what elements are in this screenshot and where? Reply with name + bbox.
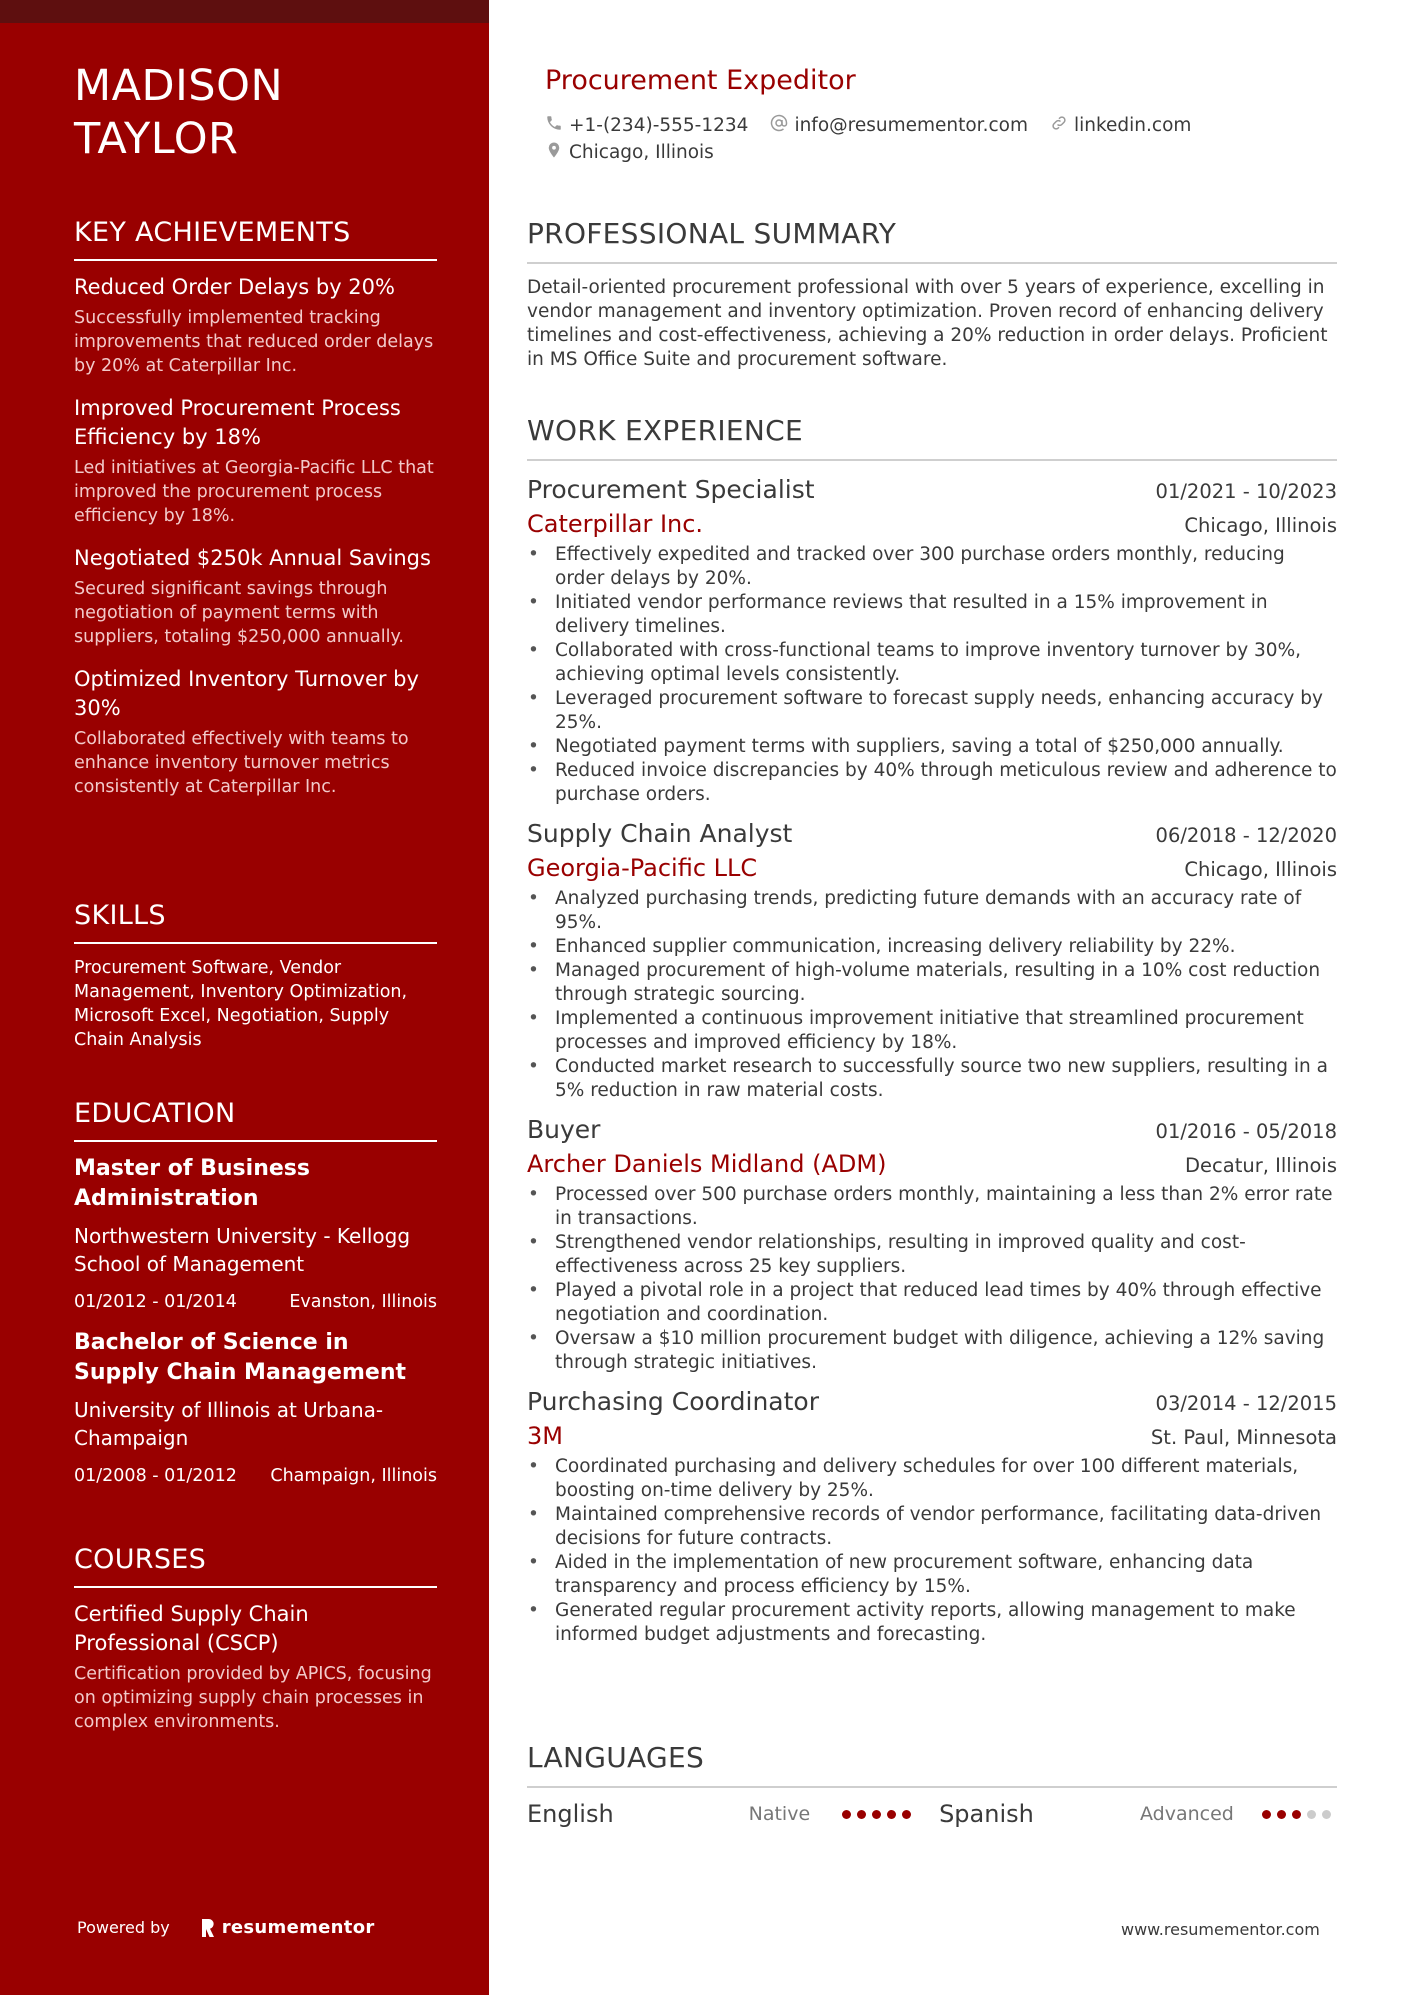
education-dates: 01/2012 - 01/2014 bbox=[74, 1292, 237, 1312]
link-icon bbox=[1050, 114, 1074, 137]
job-list bbox=[527, 473, 1337, 1647]
language-name: English bbox=[527, 1800, 614, 1828]
job-entry bbox=[527, 473, 1337, 807]
contact-location bbox=[545, 141, 714, 164]
job-dates: 01/2021 - 10/2023 bbox=[1155, 480, 1337, 503]
linkedin-text: linkedin.com bbox=[1073, 115, 1192, 136]
job-role: Supply Chain Analyst bbox=[527, 819, 793, 848]
education-dates: 01/2008 - 01/2012 bbox=[74, 1466, 237, 1486]
target-job-title: Procurement Expeditor bbox=[545, 65, 856, 96]
achievement-title: Optimized Inventory Turnover by 30% bbox=[74, 667, 419, 720]
course-desc: Certification provided by APICS, focusing on optimizing supply chain processes in complex environments. bbox=[74, 1664, 432, 1732]
job-location: Chicago, Illinois bbox=[1184, 858, 1337, 881]
job-company: Archer Daniels Midland (ADM) bbox=[527, 1150, 887, 1178]
education-section bbox=[74, 1096, 437, 1502]
job-bullet: • Enhanced supplier communication, increasing delivery reliability by 22%. bbox=[527, 935, 1337, 959]
summary-text: Detail-oriented procurement professional with over 5 years of experience, excelling in vendor management and inventory optimization. Proven record of enhancing delivery timelines and cost-effectiveness, achieving a 20% reduction in order delays. Proficient in MS Office Suite and procurement software. bbox=[527, 277, 1328, 370]
job-subheader bbox=[527, 1147, 1337, 1181]
job-subheader bbox=[527, 851, 1337, 885]
education-meta bbox=[74, 1290, 437, 1314]
achievement-desc: Collaborated effectively with teams to enhance inventory turnover metrics consistently at Caterpillar Inc. bbox=[74, 729, 409, 797]
education-list bbox=[74, 1154, 437, 1488]
job-entry bbox=[527, 1385, 1337, 1647]
job-company: 3M bbox=[527, 1422, 563, 1450]
job-bullets bbox=[527, 1455, 1337, 1647]
phone-text: +1-(234)-555-1234 bbox=[569, 115, 749, 136]
rating-dot-filled bbox=[872, 1810, 881, 1819]
experience-heading: WORK EXPERIENCE bbox=[527, 413, 1337, 461]
resumementor-logo-icon bbox=[200, 1918, 216, 1938]
achievements-section bbox=[74, 215, 437, 815]
education-item bbox=[74, 1154, 437, 1314]
education-location: Champaign, Illinois bbox=[270, 1466, 437, 1486]
job-company: Caterpillar Inc. bbox=[527, 510, 704, 538]
language-rating-dots bbox=[1262, 1810, 1337, 1819]
powered-by-label: Powered by bbox=[77, 1918, 170, 1937]
job-bullet: • Reduced invoice discrepancies by 40% through meticulous review and adherence to purchase orders. bbox=[527, 759, 1337, 807]
job-header bbox=[527, 817, 1337, 851]
name-last: TAYLOR bbox=[74, 114, 239, 164]
skills-heading: SKILLS bbox=[74, 898, 437, 944]
achievement-desc: Secured significant savings through negotiation of payment terms with suppliers, totaling $250,000 annually. bbox=[74, 579, 404, 647]
job-bullet: • Effectively expedited and tracked over 300 purchase orders monthly, reducing order delays by 20%. bbox=[527, 543, 1337, 591]
rating-dot-empty bbox=[1322, 1810, 1331, 1819]
rating-dot-filled bbox=[857, 1810, 866, 1819]
job-subheader bbox=[527, 507, 1337, 541]
job-bullets bbox=[527, 543, 1337, 807]
job-bullets bbox=[527, 1183, 1337, 1375]
achievements-heading: KEY ACHIEVEMENTS bbox=[74, 215, 437, 261]
contact-row-1 bbox=[545, 114, 1213, 137]
contact-row-2 bbox=[545, 141, 736, 164]
education-location: Evanston, Illinois bbox=[289, 1292, 437, 1312]
job-location: Decatur, Illinois bbox=[1185, 1154, 1337, 1177]
footer-url[interactable]: www.resumementor.com bbox=[1121, 1920, 1320, 1939]
skills-section bbox=[74, 898, 437, 1052]
achievement-desc: Successfully implemented tracking improvements that reduced order delays by 20% at Caterpillar Inc. bbox=[74, 308, 434, 376]
job-header bbox=[527, 1113, 1337, 1147]
education-school: University of Illinois at Urbana-Champaign bbox=[74, 1398, 384, 1450]
contact-phone[interactable] bbox=[545, 114, 748, 137]
job-bullet: • Strengthened vendor relationships, resulting in improved quality and cost-effectiveness across 25 key suppliers. bbox=[527, 1231, 1337, 1279]
job-bullet: • Managed procurement of high-volume materials, resulting in a 10% cost reduction through strategic sourcing. bbox=[527, 959, 1337, 1007]
job-bullet: • Initiated vendor performance reviews that resulted in a 15% improvement in delivery timelines. bbox=[527, 591, 1337, 639]
phone-icon bbox=[545, 114, 569, 137]
location-pin-icon bbox=[545, 141, 569, 164]
job-bullet: • Coordinated purchasing and delivery schedules for over 100 different materials, boosting on-time delivery by 25%. bbox=[527, 1455, 1337, 1503]
powered-by bbox=[77, 1917, 375, 1938]
education-degree: Master of Business Administration bbox=[74, 1156, 310, 1211]
education-degree: Bachelor of Science in Supply Chain Management bbox=[74, 1330, 406, 1385]
job-company: Georgia-Pacific LLC bbox=[527, 854, 758, 882]
language-rating-dots bbox=[842, 1810, 917, 1819]
job-bullet: • Oversaw a $10 million procurement budget with diligence, achieving a 12% saving through strategic initiatives. bbox=[527, 1327, 1337, 1375]
languages-section bbox=[527, 1740, 1337, 1828]
location-text: Chicago, Illinois bbox=[569, 142, 714, 163]
rating-dot-filled bbox=[902, 1810, 911, 1819]
rating-dot-filled bbox=[842, 1810, 851, 1819]
education-meta bbox=[74, 1464, 437, 1488]
job-header bbox=[527, 1385, 1337, 1419]
job-header bbox=[527, 473, 1337, 507]
job-location: St. Paul, Minnesota bbox=[1150, 1426, 1337, 1449]
language-level: Native bbox=[748, 1803, 811, 1825]
job-bullet: • Analyzed purchasing trends, predicting future demands with an accuracy rate of 95%. bbox=[527, 887, 1337, 935]
email-text: info@resumementor.com bbox=[794, 115, 1028, 136]
languages-heading: LANGUAGES bbox=[527, 1740, 1337, 1788]
job-bullet: • Maintained comprehensive records of vendor performance, facilitating data-driven decisions for future contracts. bbox=[527, 1503, 1337, 1551]
education-school: Northwestern University - Kellogg School of Management bbox=[74, 1224, 411, 1276]
rating-dot-filled bbox=[1262, 1810, 1271, 1819]
course-item bbox=[74, 1600, 437, 1734]
job-entry bbox=[527, 817, 1337, 1103]
summary-section bbox=[527, 216, 1337, 372]
job-bullet: • Collaborated with cross-functional teams to improve inventory turnover by 30%, achieving optimal levels consistently. bbox=[527, 639, 1337, 687]
job-dates: 01/2016 - 05/2018 bbox=[1155, 1120, 1337, 1143]
courses-section bbox=[74, 1542, 437, 1734]
job-bullet: • Aided in the implementation of new procurement software, enhancing data transparency and process efficiency by 15%. bbox=[527, 1551, 1337, 1599]
achievement-title: Negotiated $250k Annual Savings bbox=[74, 546, 431, 570]
education-item bbox=[74, 1328, 437, 1488]
language-name: Spanish bbox=[939, 1800, 1034, 1828]
job-role: Procurement Specialist bbox=[527, 475, 815, 504]
job-entry bbox=[527, 1113, 1337, 1375]
job-location: Chicago, Illinois bbox=[1184, 514, 1337, 537]
job-bullet: • Played a pivotal role in a project that reduced lead times by 40% through effective negotiation and coordination. bbox=[527, 1279, 1337, 1327]
job-bullet: • Implemented a continuous improvement initiative that streamlined procurement processes and improved efficiency by 18%. bbox=[527, 1007, 1337, 1055]
rating-dot-filled bbox=[1292, 1810, 1301, 1819]
sidebar bbox=[0, 0, 489, 1995]
achievement-item bbox=[74, 273, 437, 378]
job-dates: 06/2018 - 12/2020 bbox=[1155, 824, 1337, 847]
job-dates: 03/2014 - 12/2015 bbox=[1155, 1392, 1337, 1415]
job-bullet: • Conducted market research to successfully source two new suppliers, resulting in a 5% reduction in raw material costs. bbox=[527, 1055, 1337, 1103]
achievement-item bbox=[74, 544, 437, 649]
sidebar-top-bar bbox=[0, 0, 489, 23]
job-bullet: • Processed over 500 purchase orders monthly, maintaining a less than 2% error rate in transactions. bbox=[527, 1183, 1337, 1231]
rating-dot-filled bbox=[887, 1810, 896, 1819]
achievement-item bbox=[74, 394, 437, 528]
resumementor-brand: resumementor bbox=[221, 1917, 375, 1938]
name-first: MADISON bbox=[74, 61, 284, 111]
skills-text: Procurement Software, Vendor Management, Inventory Optimization, Microsoft Excel, Negotiation, Supply Chain Analysis bbox=[74, 958, 408, 1050]
job-bullet: • Negotiated payment terms with suppliers, saving a total of $250,000 annually. bbox=[527, 735, 1337, 759]
job-subheader bbox=[527, 1419, 1337, 1453]
achievement-desc: Led initiatives at Georgia-Pacific LLC that improved the procurement process efficiency by 18%. bbox=[74, 458, 434, 526]
contact-linkedin[interactable] bbox=[1050, 114, 1191, 137]
courses-heading: COURSES bbox=[74, 1542, 437, 1588]
rating-dot-empty bbox=[1307, 1810, 1316, 1819]
rating-dot-filled bbox=[1277, 1810, 1286, 1819]
achievement-title: Improved Procurement Process Efficiency by 18% bbox=[74, 396, 401, 449]
achievement-item bbox=[74, 665, 437, 799]
job-bullet: • Leveraged procurement software to forecast supply needs, enhancing accuracy by 25%. bbox=[527, 687, 1337, 735]
job-bullets bbox=[527, 887, 1337, 1103]
achievements-list bbox=[74, 273, 437, 799]
achievement-title: Reduced Order Delays by 20% bbox=[74, 275, 395, 299]
language-level: Advanced bbox=[1140, 1803, 1234, 1825]
course-title: Certified Supply Chain Professional (CSCP) bbox=[74, 1602, 309, 1655]
education-heading: EDUCATION bbox=[74, 1096, 437, 1142]
summary-heading: PROFESSIONAL SUMMARY bbox=[527, 216, 1337, 264]
experience-section bbox=[527, 413, 1337, 1657]
languages-row bbox=[527, 1800, 1337, 1828]
courses-list bbox=[74, 1600, 437, 1734]
job-role: Purchasing Coordinator bbox=[527, 1387, 819, 1416]
job-bullet: • Generated regular procurement activity reports, allowing management to make informed budget adjustments and forecasting. bbox=[527, 1599, 1337, 1647]
job-role: Buyer bbox=[527, 1115, 601, 1144]
contact-email[interactable] bbox=[770, 114, 1028, 137]
at-icon bbox=[770, 114, 794, 137]
candidate-name bbox=[74, 60, 283, 166]
